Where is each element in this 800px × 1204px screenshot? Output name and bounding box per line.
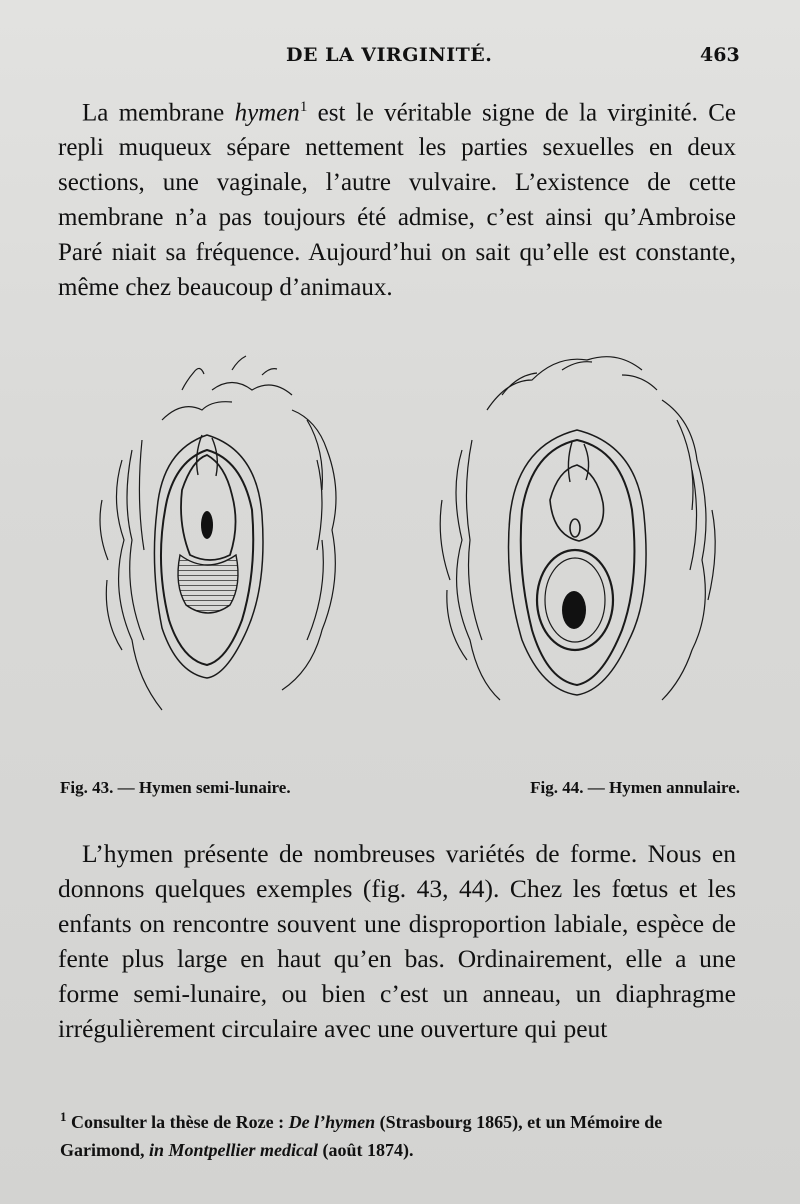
footnote-title-montpellier: in Montpellier medical xyxy=(149,1140,319,1160)
running-title: DE LA VIRGINITÉ. xyxy=(286,44,493,66)
paragraph-varieties-text: L’hymen présente de nombreuses variétés de forme. Nous en donnons quelques exemples (fig. 43, 44). Chez les fœtus et les enfants on rencontre souvent une disproportion labiale, espèce de fente plus large en haut qu’en bas. Ordinairement, elle a une forme semi-lunaire, ou bien c’est un anneau, un diaphragme irrégulièrement circulaire avec une ouverture qui peut xyxy=(58,839,736,1043)
figure-44-engraving xyxy=(440,357,715,700)
running-head xyxy=(0,44,800,74)
footnote-reference: 1 xyxy=(299,99,308,115)
footnote-text-b: (Strasbourg 1865), et un Mémoire de Garimond, xyxy=(60,1112,663,1160)
figure-captions xyxy=(60,778,740,798)
footnote-text-a: Consulter la thèse de Roze : xyxy=(66,1112,289,1132)
paragraph-varieties xyxy=(58,836,736,1046)
page-number: 463 xyxy=(700,44,740,66)
paragraph-intro-lead: La membrane xyxy=(82,99,235,127)
figure-43-caption: Fig. 43. — Hymen semi-lunaire. xyxy=(60,778,291,797)
figure-44-caption: Fig. 44. — Hymen annulaire. xyxy=(530,778,740,797)
footnote xyxy=(60,1103,740,1164)
footnote-text-c: (août 1874). xyxy=(318,1140,414,1160)
paragraph-intro-rest: est le véritable signe de la virginité. Ce repli muqueux sépare nettement les parties sexuelles en deux sections, une vaginale, l’autre vulvaire. L’existence de cette membrane n’a pas toujours été admise, c’est ainsi qu’Ambroise Paré niait sa fréquence. Aujourd’hui on sait qu’elle est constante, même chez beaucoup d’animaux. xyxy=(58,99,736,302)
figure-illustrations xyxy=(62,350,752,770)
engraving-figures xyxy=(62,350,752,770)
footnote-mark: 1 xyxy=(60,1109,67,1124)
hymen-term: hymen xyxy=(234,99,300,127)
figure-43-engraving xyxy=(100,356,336,710)
paragraph-intro xyxy=(58,90,736,305)
footnote-title-roze: De l’hymen xyxy=(288,1112,376,1132)
